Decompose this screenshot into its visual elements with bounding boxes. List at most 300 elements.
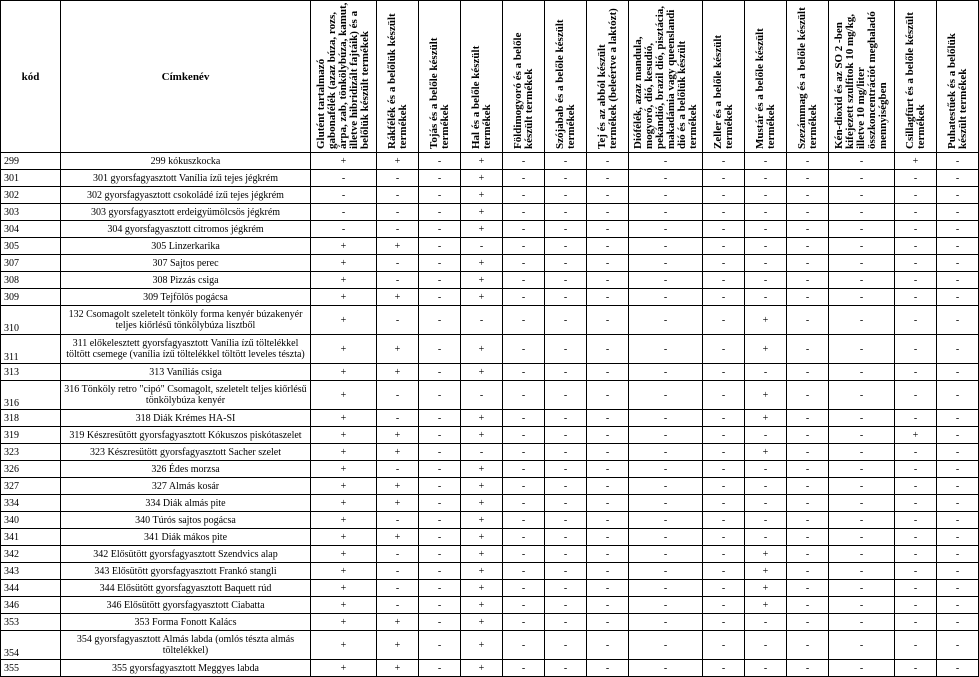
row-label: 353 Forma Fonott Kalács — [61, 614, 311, 631]
allergen-mark: - — [787, 444, 829, 461]
table-row — [1, 204, 979, 221]
allergen-mark: - — [703, 478, 745, 495]
allergen-mark: - — [745, 614, 787, 631]
table-row — [1, 427, 979, 444]
allergen-mark: - — [629, 529, 703, 546]
allergen-mark: - — [829, 306, 895, 335]
allergen-mark: + — [461, 512, 503, 529]
allergen-mark: - — [787, 221, 829, 238]
allergen-mark: - — [745, 478, 787, 495]
allergen-mark: + — [461, 461, 503, 478]
allergen-mark: - — [703, 631, 745, 660]
allergen-mark: - — [629, 204, 703, 221]
allergen-mark: - — [587, 335, 629, 364]
row-code: 305 — [1, 238, 61, 255]
allergen-mark: - — [503, 204, 545, 221]
allergen-mark: - — [311, 170, 377, 187]
row-label: 354 gyorsfagyasztott Almás labda (omlós tészta almás töltelékkel) — [61, 631, 311, 660]
table-row — [1, 461, 979, 478]
allergen-mark: - — [419, 614, 461, 631]
allergen-mark: - — [419, 444, 461, 461]
table-row — [1, 255, 979, 272]
allergen-mark: - — [587, 461, 629, 478]
allergen-mark: - — [703, 512, 745, 529]
allergen-mark: - — [587, 631, 629, 660]
allergen-mark: + — [461, 410, 503, 427]
allergen-mark: - — [937, 381, 979, 410]
allergen-mark: - — [895, 444, 937, 461]
row-code: 341 — [1, 529, 61, 546]
row-label: 346 Elősütött gyorsfagyasztott Ciabatta — [61, 597, 311, 614]
allergen-mark: - — [587, 221, 629, 238]
allergen-mark: - — [937, 512, 979, 529]
allergen-mark: - — [745, 364, 787, 381]
allergen-mark: + — [377, 289, 419, 306]
row-code: 326 — [1, 461, 61, 478]
allergen-mark: - — [937, 580, 979, 597]
allergen-mark: - — [545, 410, 587, 427]
allergen-mark: - — [377, 170, 419, 187]
allergen-mark: - — [895, 631, 937, 660]
allergen-mark: - — [377, 204, 419, 221]
allergen-mark: - — [377, 580, 419, 597]
allergen-mark: - — [703, 529, 745, 546]
allergen-mark: + — [461, 187, 503, 204]
allergen-mark: - — [587, 410, 629, 427]
allergen-mark: - — [703, 238, 745, 255]
allergen-mark: - — [937, 170, 979, 187]
allergen-mark: - — [787, 461, 829, 478]
allergen-mark: - — [419, 631, 461, 660]
allergen-mark: - — [503, 364, 545, 381]
allergen-mark: - — [503, 153, 545, 170]
allergen-mark: - — [829, 364, 895, 381]
allergen-mark: - — [629, 289, 703, 306]
allergen-mark: + — [895, 427, 937, 444]
allergen-mark: - — [703, 306, 745, 335]
allergen-mark: - — [419, 563, 461, 580]
allergen-mark: - — [419, 495, 461, 512]
allergen-mark: - — [545, 631, 587, 660]
allergen-mark: - — [937, 427, 979, 444]
allergen-mark: - — [587, 153, 629, 170]
allergen-mark: - — [377, 187, 419, 204]
allergen-mark: - — [461, 306, 503, 335]
row-label: 305 Linzerkarika — [61, 238, 311, 255]
allergen-mark: - — [787, 410, 829, 427]
allergen-mark: + — [461, 255, 503, 272]
allergen-mark: + — [377, 153, 419, 170]
allergen-mark: - — [629, 238, 703, 255]
table-row — [1, 660, 979, 677]
allergen-mark: + — [377, 364, 419, 381]
allergen-mark: - — [503, 660, 545, 677]
allergen-mark: - — [503, 495, 545, 512]
allergen-mark: - — [545, 563, 587, 580]
table-row — [1, 221, 979, 238]
allergen-mark: - — [587, 289, 629, 306]
allergen-mark: - — [787, 597, 829, 614]
allergen-mark: + — [311, 410, 377, 427]
allergen-mark: - — [703, 255, 745, 272]
allergen-mark: - — [745, 660, 787, 677]
allergen-mark: + — [461, 204, 503, 221]
allergen-mark: - — [377, 381, 419, 410]
allergen-mark: - — [787, 204, 829, 221]
row-code: 340 — [1, 512, 61, 529]
row-code: 318 — [1, 410, 61, 427]
allergen-header-soy: Szójabab és a belőle készült termékek — [545, 1, 587, 153]
allergen-mark: + — [377, 335, 419, 364]
allergen-mark: - — [503, 614, 545, 631]
allergen-header-fish: Hal és a belőle készült termékek — [461, 1, 503, 153]
allergen-mark: + — [377, 529, 419, 546]
allergen-mark: - — [829, 478, 895, 495]
allergen-mark: + — [311, 153, 377, 170]
allergen-mark: + — [745, 597, 787, 614]
allergen-mark: - — [703, 427, 745, 444]
allergen-mark: - — [545, 580, 587, 597]
allergen-header-celery: Zeller és a belőle készült termékek — [703, 1, 745, 153]
allergen-mark: - — [745, 238, 787, 255]
allergen-mark: - — [895, 660, 937, 677]
allergen-mark: - — [787, 255, 829, 272]
allergen-mark: - — [829, 427, 895, 444]
allergen-mark: - — [787, 187, 829, 204]
allergen-mark: - — [377, 461, 419, 478]
table-row — [1, 478, 979, 495]
allergen-mark: - — [503, 335, 545, 364]
allergen-mark: + — [311, 272, 377, 289]
allergen-mark: - — [311, 187, 377, 204]
allergen-mark: - — [587, 427, 629, 444]
row-label: 308 Pizzás csiga — [61, 272, 311, 289]
allergen-mark: + — [461, 580, 503, 597]
allergen-mark: - — [629, 187, 703, 204]
allergen-mark: + — [377, 631, 419, 660]
row-label: 307 Sajtos perec — [61, 255, 311, 272]
allergen-mark: - — [587, 512, 629, 529]
allergen-mark: + — [377, 444, 419, 461]
allergen-mark: - — [419, 364, 461, 381]
row-label: 309 Tejfölös pogácsa — [61, 289, 311, 306]
allergen-mark: - — [545, 153, 587, 170]
allergen-mark: + — [311, 546, 377, 563]
allergen-mark: - — [419, 410, 461, 427]
allergen-mark: + — [311, 529, 377, 546]
allergen-mark: - — [377, 272, 419, 289]
allergen-mark: - — [629, 495, 703, 512]
row-code: 304 — [1, 221, 61, 238]
allergen-mark: - — [503, 444, 545, 461]
allergen-mark: - — [503, 546, 545, 563]
allergen-mark: - — [629, 381, 703, 410]
allergen-mark: - — [829, 461, 895, 478]
allergen-mark: - — [503, 597, 545, 614]
allergen-mark: - — [503, 478, 545, 495]
allergen-mark: - — [745, 461, 787, 478]
allergen-mark: - — [503, 563, 545, 580]
allergen-mark: - — [419, 580, 461, 597]
allergen-mark: - — [545, 529, 587, 546]
allergen-mark: - — [937, 204, 979, 221]
allergen-header-lupin: Csillagfürt és a belőle készült termékek — [895, 1, 937, 153]
row-label: 304 gyorsfagyasztott citromos jégkrém — [61, 221, 311, 238]
row-code: 310 — [1, 306, 61, 335]
allergen-mark: - — [937, 660, 979, 677]
allergen-mark: - — [829, 272, 895, 289]
allergen-mark: - — [703, 461, 745, 478]
allergen-mark: + — [311, 444, 377, 461]
allergen-header-nuts: Diófélék, azaz mandula, mogyoró, dió, kesudió, pekándió, brazil dió, pisztácia, makadámia vagy queenslandi dió és a belőlük készült termékek — [629, 1, 703, 153]
allergen-mark: + — [745, 410, 787, 427]
allergen-mark: - — [787, 335, 829, 364]
row-code: 342 — [1, 546, 61, 563]
allergen-mark: - — [419, 529, 461, 546]
allergen-mark: - — [377, 546, 419, 563]
row-code: 309 — [1, 289, 61, 306]
allergen-mark: + — [377, 238, 419, 255]
allergen-mark: - — [937, 306, 979, 335]
allergen-mark: - — [937, 597, 979, 614]
allergen-mark: - — [703, 614, 745, 631]
allergen-mark: - — [419, 478, 461, 495]
allergen-mark: - — [787, 512, 829, 529]
allergen-mark: - — [829, 170, 895, 187]
allergen-mark: - — [545, 335, 587, 364]
allergen-mark: - — [829, 255, 895, 272]
table-row — [1, 529, 979, 546]
allergen-mark: - — [545, 546, 587, 563]
allergen-mark: + — [461, 631, 503, 660]
allergen-mark: - — [587, 546, 629, 563]
row-label: 342 Elősütött gyorsfagyasztott Szendvics alap — [61, 546, 311, 563]
allergen-mark: - — [745, 221, 787, 238]
allergen-header-peanut: Földimogyoró és a belőle készült termékek — [503, 1, 545, 153]
table-row — [1, 272, 979, 289]
allergen-mark: - — [829, 614, 895, 631]
allergen-mark: - — [937, 238, 979, 255]
allergen-mark: - — [503, 170, 545, 187]
allergen-mark: - — [629, 427, 703, 444]
allergen-mark: - — [629, 512, 703, 529]
allergen-mark: - — [895, 187, 937, 204]
allergen-mark: + — [311, 306, 377, 335]
allergen-mark: + — [461, 272, 503, 289]
allergen-mark: - — [629, 364, 703, 381]
allergen-mark: - — [703, 597, 745, 614]
allergen-mark: + — [311, 255, 377, 272]
allergen-header-sesame: Szezámmag és a belőle készült termékek — [787, 1, 829, 153]
allergen-mark: - — [419, 153, 461, 170]
allergen-mark: - — [895, 580, 937, 597]
allergen-mark: - — [937, 529, 979, 546]
allergen-mark: - — [503, 255, 545, 272]
allergen-mark: - — [703, 204, 745, 221]
allergen-mark: - — [629, 563, 703, 580]
allergen-mark: - — [587, 478, 629, 495]
allergen-mark: - — [937, 444, 979, 461]
allergen-mark: - — [895, 563, 937, 580]
allergen-mark: + — [461, 364, 503, 381]
allergen-mark: - — [787, 580, 829, 597]
allergen-mark: - — [311, 204, 377, 221]
allergen-mark: - — [461, 238, 503, 255]
allergen-mark: - — [587, 529, 629, 546]
allergen-mark: - — [419, 255, 461, 272]
allergen-mark: + — [311, 289, 377, 306]
allergen-mark: + — [311, 461, 377, 478]
row-label: 316 Tönköly retro "cipó" Csomagolt, szeletelt teljes kiőrlésű tönkölybúza kenyér — [61, 381, 311, 410]
allergen-mark: - — [787, 289, 829, 306]
allergen-mark: - — [419, 289, 461, 306]
row-label: 355 gyorsfagyasztott Meggyes labda — [61, 660, 311, 677]
table-row — [1, 187, 979, 204]
allergen-mark: - — [545, 289, 587, 306]
allergen-mark: - — [419, 381, 461, 410]
table-row — [1, 495, 979, 512]
allergen-header-egg: Tojás és a belőle készült termékek — [419, 1, 461, 153]
allergen-mark: - — [629, 170, 703, 187]
allergen-mark: - — [503, 512, 545, 529]
allergen-mark: + — [311, 381, 377, 410]
allergen-mark: - — [503, 427, 545, 444]
allergen-mark: - — [377, 255, 419, 272]
allergen-mark: - — [545, 427, 587, 444]
allergen-mark: - — [419, 660, 461, 677]
allergen-mark: + — [745, 381, 787, 410]
allergen-mark: - — [629, 272, 703, 289]
allergen-header-milk: Tej és az abból készült termékek (beleértve a laktózt) — [587, 1, 629, 153]
allergen-mark: - — [419, 306, 461, 335]
allergen-mark: - — [587, 238, 629, 255]
allergen-mark: - — [895, 597, 937, 614]
allergen-mark: + — [461, 153, 503, 170]
allergen-mark: - — [545, 255, 587, 272]
allergen-mark: - — [419, 272, 461, 289]
allergen-mark: - — [829, 187, 895, 204]
allergen-mark: - — [419, 546, 461, 563]
allergen-mark: - — [377, 221, 419, 238]
allergen-mark: - — [829, 153, 895, 170]
allergen-mark: - — [503, 410, 545, 427]
allergen-mark: + — [461, 335, 503, 364]
allergen-mark: + — [377, 427, 419, 444]
allergen-mark: - — [629, 597, 703, 614]
allergen-mark: - — [503, 529, 545, 546]
allergen-mark: - — [895, 512, 937, 529]
allergen-mark: - — [895, 255, 937, 272]
allergen-mark: - — [703, 580, 745, 597]
allergen-mark: - — [829, 204, 895, 221]
allergen-mark: + — [311, 335, 377, 364]
allergen-mark: - — [937, 563, 979, 580]
row-label: 344 Elősütött gyorsfagyasztott Baquett rúd — [61, 580, 311, 597]
allergen-mark: - — [895, 410, 937, 427]
allergen-mark: - — [787, 306, 829, 335]
allergen-mark: - — [503, 272, 545, 289]
allergen-mark: - — [745, 631, 787, 660]
row-label: 132 Csomagolt szeletelt tönköly forma kenyér búzakenyér teljes kiőrlésű tönkölybúza lisztből — [61, 306, 311, 335]
code-header: kód — [1, 1, 61, 153]
allergen-mark: - — [703, 546, 745, 563]
allergen-mark: + — [745, 444, 787, 461]
allergen-mark: + — [745, 563, 787, 580]
allergen-mark: - — [587, 187, 629, 204]
allergen-mark: - — [937, 631, 979, 660]
row-code: 354 — [1, 631, 61, 660]
allergen-mark: + — [377, 614, 419, 631]
allergen-mark: + — [745, 335, 787, 364]
allergen-mark: + — [745, 546, 787, 563]
allergen-mark: - — [419, 335, 461, 364]
table-row — [1, 306, 979, 335]
allergen-mark: - — [937, 461, 979, 478]
allergen-mark: - — [787, 614, 829, 631]
allergen-mark: - — [629, 461, 703, 478]
table-row — [1, 580, 979, 597]
allergen-mark: - — [937, 272, 979, 289]
allergen-mark: - — [703, 495, 745, 512]
row-code: 343 — [1, 563, 61, 580]
allergen-mark: + — [461, 170, 503, 187]
allergen-mark: - — [545, 238, 587, 255]
allergen-mark: - — [745, 529, 787, 546]
allergen-mark: - — [745, 512, 787, 529]
allergen-mark: + — [311, 238, 377, 255]
allergen-mark: - — [545, 660, 587, 677]
table-row — [1, 335, 979, 364]
allergen-mark: - — [829, 529, 895, 546]
allergen-mark: - — [545, 597, 587, 614]
allergen-mark: - — [419, 187, 461, 204]
allergen-mark: - — [419, 204, 461, 221]
allergen-mark: + — [311, 427, 377, 444]
row-code: 303 — [1, 204, 61, 221]
allergen-mark: - — [629, 631, 703, 660]
allergen-mark: - — [895, 238, 937, 255]
allergen-mark: - — [895, 335, 937, 364]
allergen-mark: - — [587, 597, 629, 614]
allergen-mark: - — [745, 153, 787, 170]
allergen-mark: - — [703, 289, 745, 306]
allergen-mark: - — [703, 410, 745, 427]
allergen-header-mustard: Mustár és a belőle készült termékek — [745, 1, 787, 153]
row-code: 353 — [1, 614, 61, 631]
allergen-mark: + — [377, 478, 419, 495]
allergen-mark: - — [895, 461, 937, 478]
allergen-mark: - — [787, 170, 829, 187]
allergen-mark: + — [895, 153, 937, 170]
allergen-mark: - — [745, 255, 787, 272]
allergen-mark: - — [787, 238, 829, 255]
row-label: 319 Készresütött gyorsfagyasztott Kókuszos piskótaszelet — [61, 427, 311, 444]
allergen-mark: - — [545, 444, 587, 461]
allergen-mark: - — [895, 221, 937, 238]
allergen-mark: - — [937, 335, 979, 364]
allergen-mark: - — [629, 444, 703, 461]
allergen-mark: + — [311, 580, 377, 597]
allergen-mark: - — [703, 660, 745, 677]
allergen-mark: - — [377, 597, 419, 614]
allergen-mark: + — [311, 660, 377, 677]
allergen-mark: - — [895, 306, 937, 335]
row-code: 344 — [1, 580, 61, 597]
row-label: 301 gyorsfagyasztott Vanília ízű tejes jégkrém — [61, 170, 311, 187]
allergen-mark: - — [587, 306, 629, 335]
allergen-mark: - — [787, 478, 829, 495]
allergen-mark: - — [829, 631, 895, 660]
